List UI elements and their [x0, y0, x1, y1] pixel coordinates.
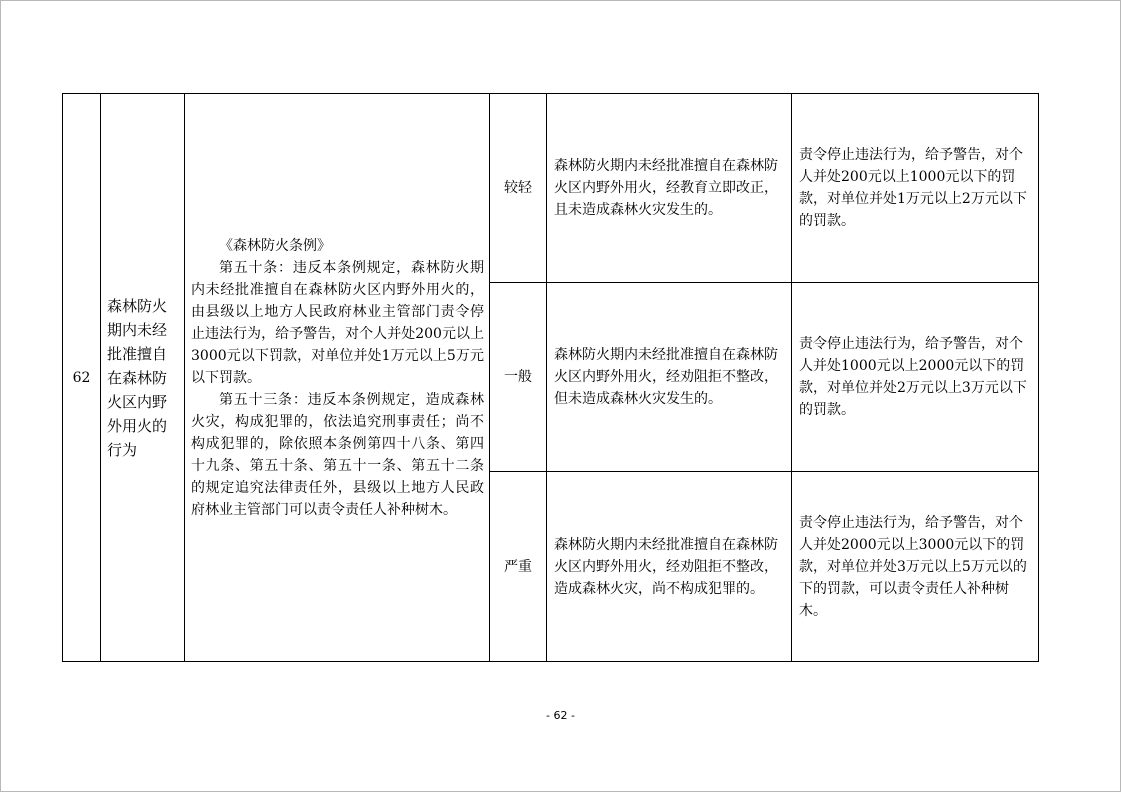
article-50: 第五十条：违反本条例规定，森林防火期内未经批准擅自在森林防火区内野外用火的，由县级以上地方人民政府林业主管部门责令停止违法行为，给予警告，对个人并处200元以上3000元以下罚款，对单位并处1万元以上5万元以下罚款。 — [191, 259, 484, 386]
penalty-cell-serious — [792, 472, 1039, 662]
article-53: 第五十三条：违反本条例规定，造成森林火灾，构成犯罪的，依法追究刑事责任；尚不构成犯罪的，除依照本条例第四十八条、第四十九条、第五十条、第五十一条、第五十二条的规定追究法律责任外，县级以上地方人民政府林业主管部门可以责令责任人补种树木。 — [191, 391, 484, 518]
violation-act-cell — [101, 94, 185, 662]
level-cell-general — [490, 283, 547, 472]
level-label: 严重 — [504, 558, 532, 575]
circumstance-cell-general — [547, 283, 792, 472]
penalty-text: 责令停止违法行为，给予警告，对个人并处2000元以上3000元以下的罚款，对单位并处3万元以上5万元以的下的罚款，可以责令责任人补种树木。 — [799, 514, 1027, 619]
penalty-standard-table — [62, 93, 1039, 662]
level-cell-serious — [490, 472, 547, 662]
level-label: 一般 — [504, 369, 532, 385]
level-label: 较轻 — [504, 180, 532, 196]
circumstance-text: 森林防火期内未经批准擅自在森林防火区内野外用火，经劝阻拒不整改，造成森林火灾，尚不构成犯罪的。 — [554, 536, 778, 597]
row-number-cell — [63, 94, 101, 662]
penalty-text: 责令停止违法行为，给予警告，对个人并处200元以上1000元以下的罚款，对单位并处1万元以上2万元以下的罚款。 — [799, 147, 1027, 229]
legal-basis-cell — [185, 94, 490, 662]
page-number: - 62 - — [546, 709, 575, 722]
circumstance-text: 森林防火期内未经批准擅自在森林防火区内野外用火，经教育立即改正，且未造成森林火灾发生的。 — [554, 158, 778, 218]
law-title: 《森林防火条例》 — [219, 237, 331, 254]
circumstance-text: 森林防火期内未经批准擅自在森林防火区内野外用火，经劝阻拒不整改，但未造成森林火灾发生的。 — [554, 347, 778, 407]
circumstance-cell-serious — [547, 472, 792, 662]
violation-act: 森林防火期内未经批准擅自在森林防火区内野外用火的行为 — [107, 296, 168, 459]
penalty-cell-light — [792, 94, 1039, 283]
table-row-grade-1 — [63, 94, 1039, 283]
level-cell-light — [490, 94, 547, 283]
penalty-text: 责令停止违法行为，给予警告，对个人并处1000元以上2000元以下的罚款，对单位并处2万元以上3万元以下的罚款。 — [799, 336, 1027, 418]
penalty-cell-general — [792, 283, 1039, 472]
circumstance-cell-light — [547, 94, 792, 283]
row-number: 62 — [72, 369, 91, 386]
